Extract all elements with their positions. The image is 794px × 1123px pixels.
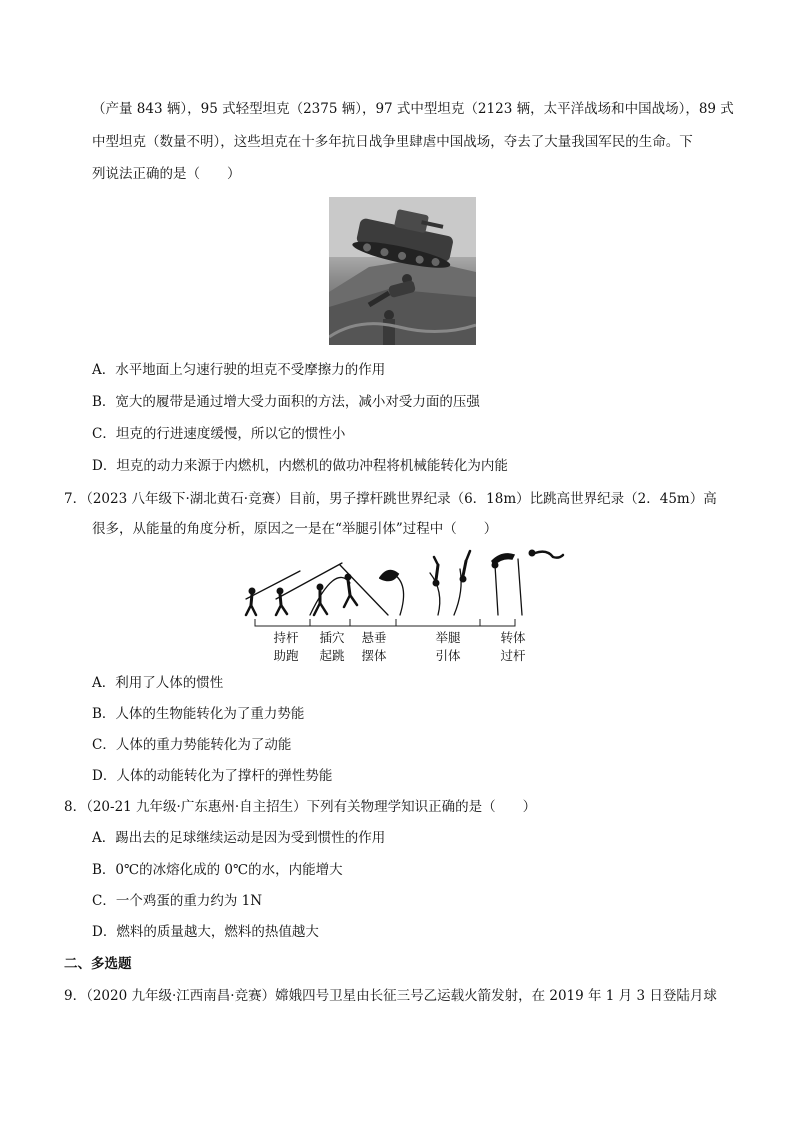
q6-option-c[interactable]: C．坦克的行进速度缓慢，所以它的惯性小 <box>92 426 346 442</box>
pv-label-1: 持杆 助跑 <box>273 630 299 663</box>
q8-option-a[interactable]: A．踢出去的足球继续运动是因为受到惯性的作用 <box>92 830 386 846</box>
question-8-text: 8．（20-21 九年级·广东惠州·自主招生）下列有关物理学知识正确的是（ ） <box>64 799 537 815</box>
pole-vault-figure <box>240 543 570 668</box>
q7-option-b[interactable]: B．人体的生物能转化为了重力势能 <box>92 706 305 722</box>
question-7-text-line-1: 7．（2023 八年级下·湖北黄石·竞赛）目前，男子撑杆跳世界纪录（6．18m）比跳高世界纪录（2．45m）高 <box>64 491 717 507</box>
q8-option-b[interactable]: B．0℃的冰熔化成的 0℃的水，内能增大 <box>92 862 343 878</box>
q6-option-a[interactable]: A．水平地面上匀速行驶的坦克不受摩擦力的作用 <box>92 362 386 378</box>
section-title-multiple-choice: 二、多选题 <box>64 956 132 972</box>
question-9-text-line-1: 9．（2020 九年级·江西南昌·竞赛）嫦娥四号卫星由长征三号乙运载火箭发射，在 2019 年 1 月 3 日登陆月球 <box>64 988 717 1004</box>
pv-label-5: 转体 过杆 <box>500 630 526 663</box>
question-6-text-line-1: （产量 843 辆），95 式轻型坦克（2375 辆），97 式中型坦克（2123 辆，太平洋战场和中国战场），89 式 <box>92 101 734 117</box>
q7-option-a[interactable]: A．利用了人体的惯性 <box>92 675 224 691</box>
q8-option-d[interactable]: D．燃料的质量越大，燃料的热值越大 <box>92 924 319 940</box>
tank-photo <box>329 197 476 345</box>
pv-label-2: 插穴 起跳 <box>319 630 345 663</box>
question-6-text-line-2: 中型坦克（数量不明），这些坦克在十多年抗日战争里肆虐中国战场，夺去了大量我国军民的生命。下 <box>92 134 693 150</box>
question-6-text-line-3: 列说法正确的是（ ） <box>92 166 241 182</box>
pole-vault-illustration <box>240 543 570 633</box>
q7-option-d[interactable]: D．人体的动能转化为了撑杆的弹性势能 <box>92 768 333 784</box>
question-7-text-line-2: 很多，从能量的角度分析，原因之一是在“举腿引体”过程中（ ） <box>92 521 498 537</box>
pv-label-4: 举腿 引体 <box>435 630 461 663</box>
q6-option-d[interactable]: D．坦克的动力来源于内燃机，内燃机的做功冲程将机械能转化为内能 <box>92 458 508 474</box>
q6-option-b[interactable]: B．宽大的履带是通过增大受力面积的方法，减小对受力面的压强 <box>92 394 480 410</box>
q8-option-c[interactable]: C．一个鸡蛋的重力约为 1N <box>92 893 263 909</box>
tank-illustration <box>329 197 476 345</box>
pv-label-3: 悬垂 摆体 <box>361 630 387 663</box>
q7-option-c[interactable]: C．人体的重力势能转化为了动能 <box>92 737 292 753</box>
